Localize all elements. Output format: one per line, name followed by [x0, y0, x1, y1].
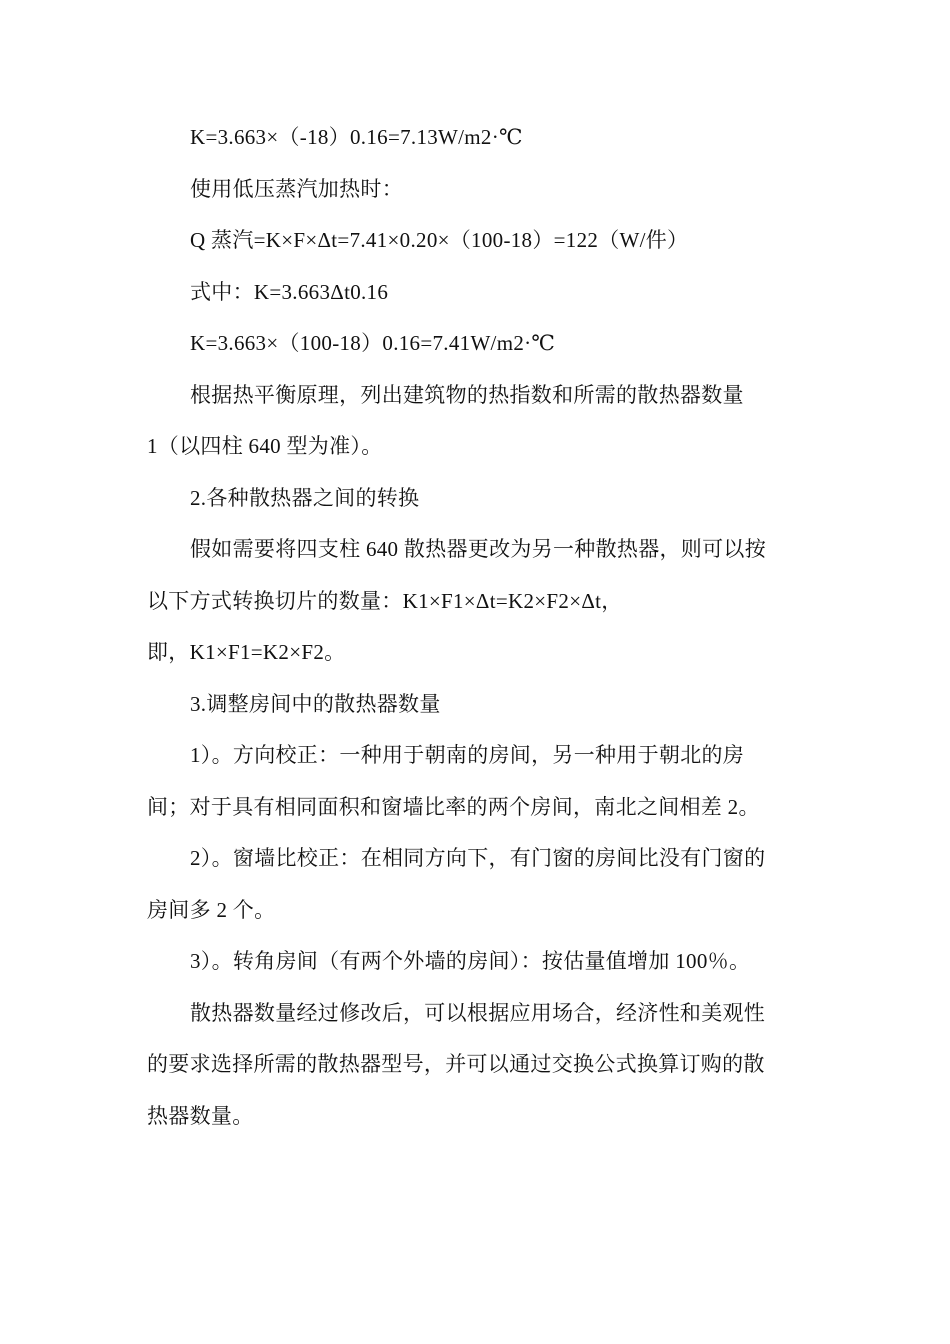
formula-line: K=3.663×（100-18）0.16=7.41W/m2·℃ [190, 331, 556, 355]
paragraph-line: 热器数量。 [147, 1103, 254, 1128]
paragraph-line: 假如需要将四支柱 640 散热器更改为另一种散热器，则可以按 [190, 537, 766, 561]
paragraph-line: 1）。方向校正：一种用于朝南的房间，另一种用于朝北的房 [190, 743, 745, 767]
paragraph-line: 间；对于具有相同面积和窗墙比率的两个房间，南北之间相差 2。 [147, 794, 760, 819]
formula-line: 式中：K=3.663Δt0.16 [190, 279, 389, 304]
paragraph-line: 的要求选择所需的散热器型号，并可以通过交换公式换算订购的散 [147, 1052, 765, 1076]
paragraph-line: 即，K1×F1=K2×F2。 [147, 640, 346, 664]
paragraph-line: 根据热平衡原理，列出建筑物的热指数和所需的散热器数量 [190, 382, 744, 407]
formula-line: Q 蒸汽=K×F×Δt=7.41×0.20×（100-18）=122（W/件） [190, 228, 689, 252]
formula-line: K=3.663×（-18）0.16=7.13W/m2·℃ [190, 125, 523, 149]
paragraph-line: 2）。窗墙比校正：在相同方向下，有门窗的房间比没有门窗的 [190, 846, 766, 870]
paragraph-line: 1（以四柱 640 型为准）。 [147, 434, 383, 458]
section-heading: 2.各种散热器之间的转换 [190, 485, 420, 510]
document-body [147, 112, 807, 1142]
paragraph-line: 以下方式转换切片的数量：K1×F1×Δt=K2×F2×Δt， [147, 588, 623, 613]
text-line: 使用低压蒸汽加热时： [190, 176, 403, 201]
paragraph-line: 散热器数量经过修改后，可以根据应用场合，经济性和美观性 [190, 1000, 766, 1025]
section-heading: 3.调整房间中的散热器数量 [190, 691, 441, 716]
paragraph-line: 房间多 2 个。 [147, 897, 276, 922]
paragraph-line: 3）。转角房间（有两个外墙的房间）：按估量值增加 100％。 [190, 949, 751, 973]
